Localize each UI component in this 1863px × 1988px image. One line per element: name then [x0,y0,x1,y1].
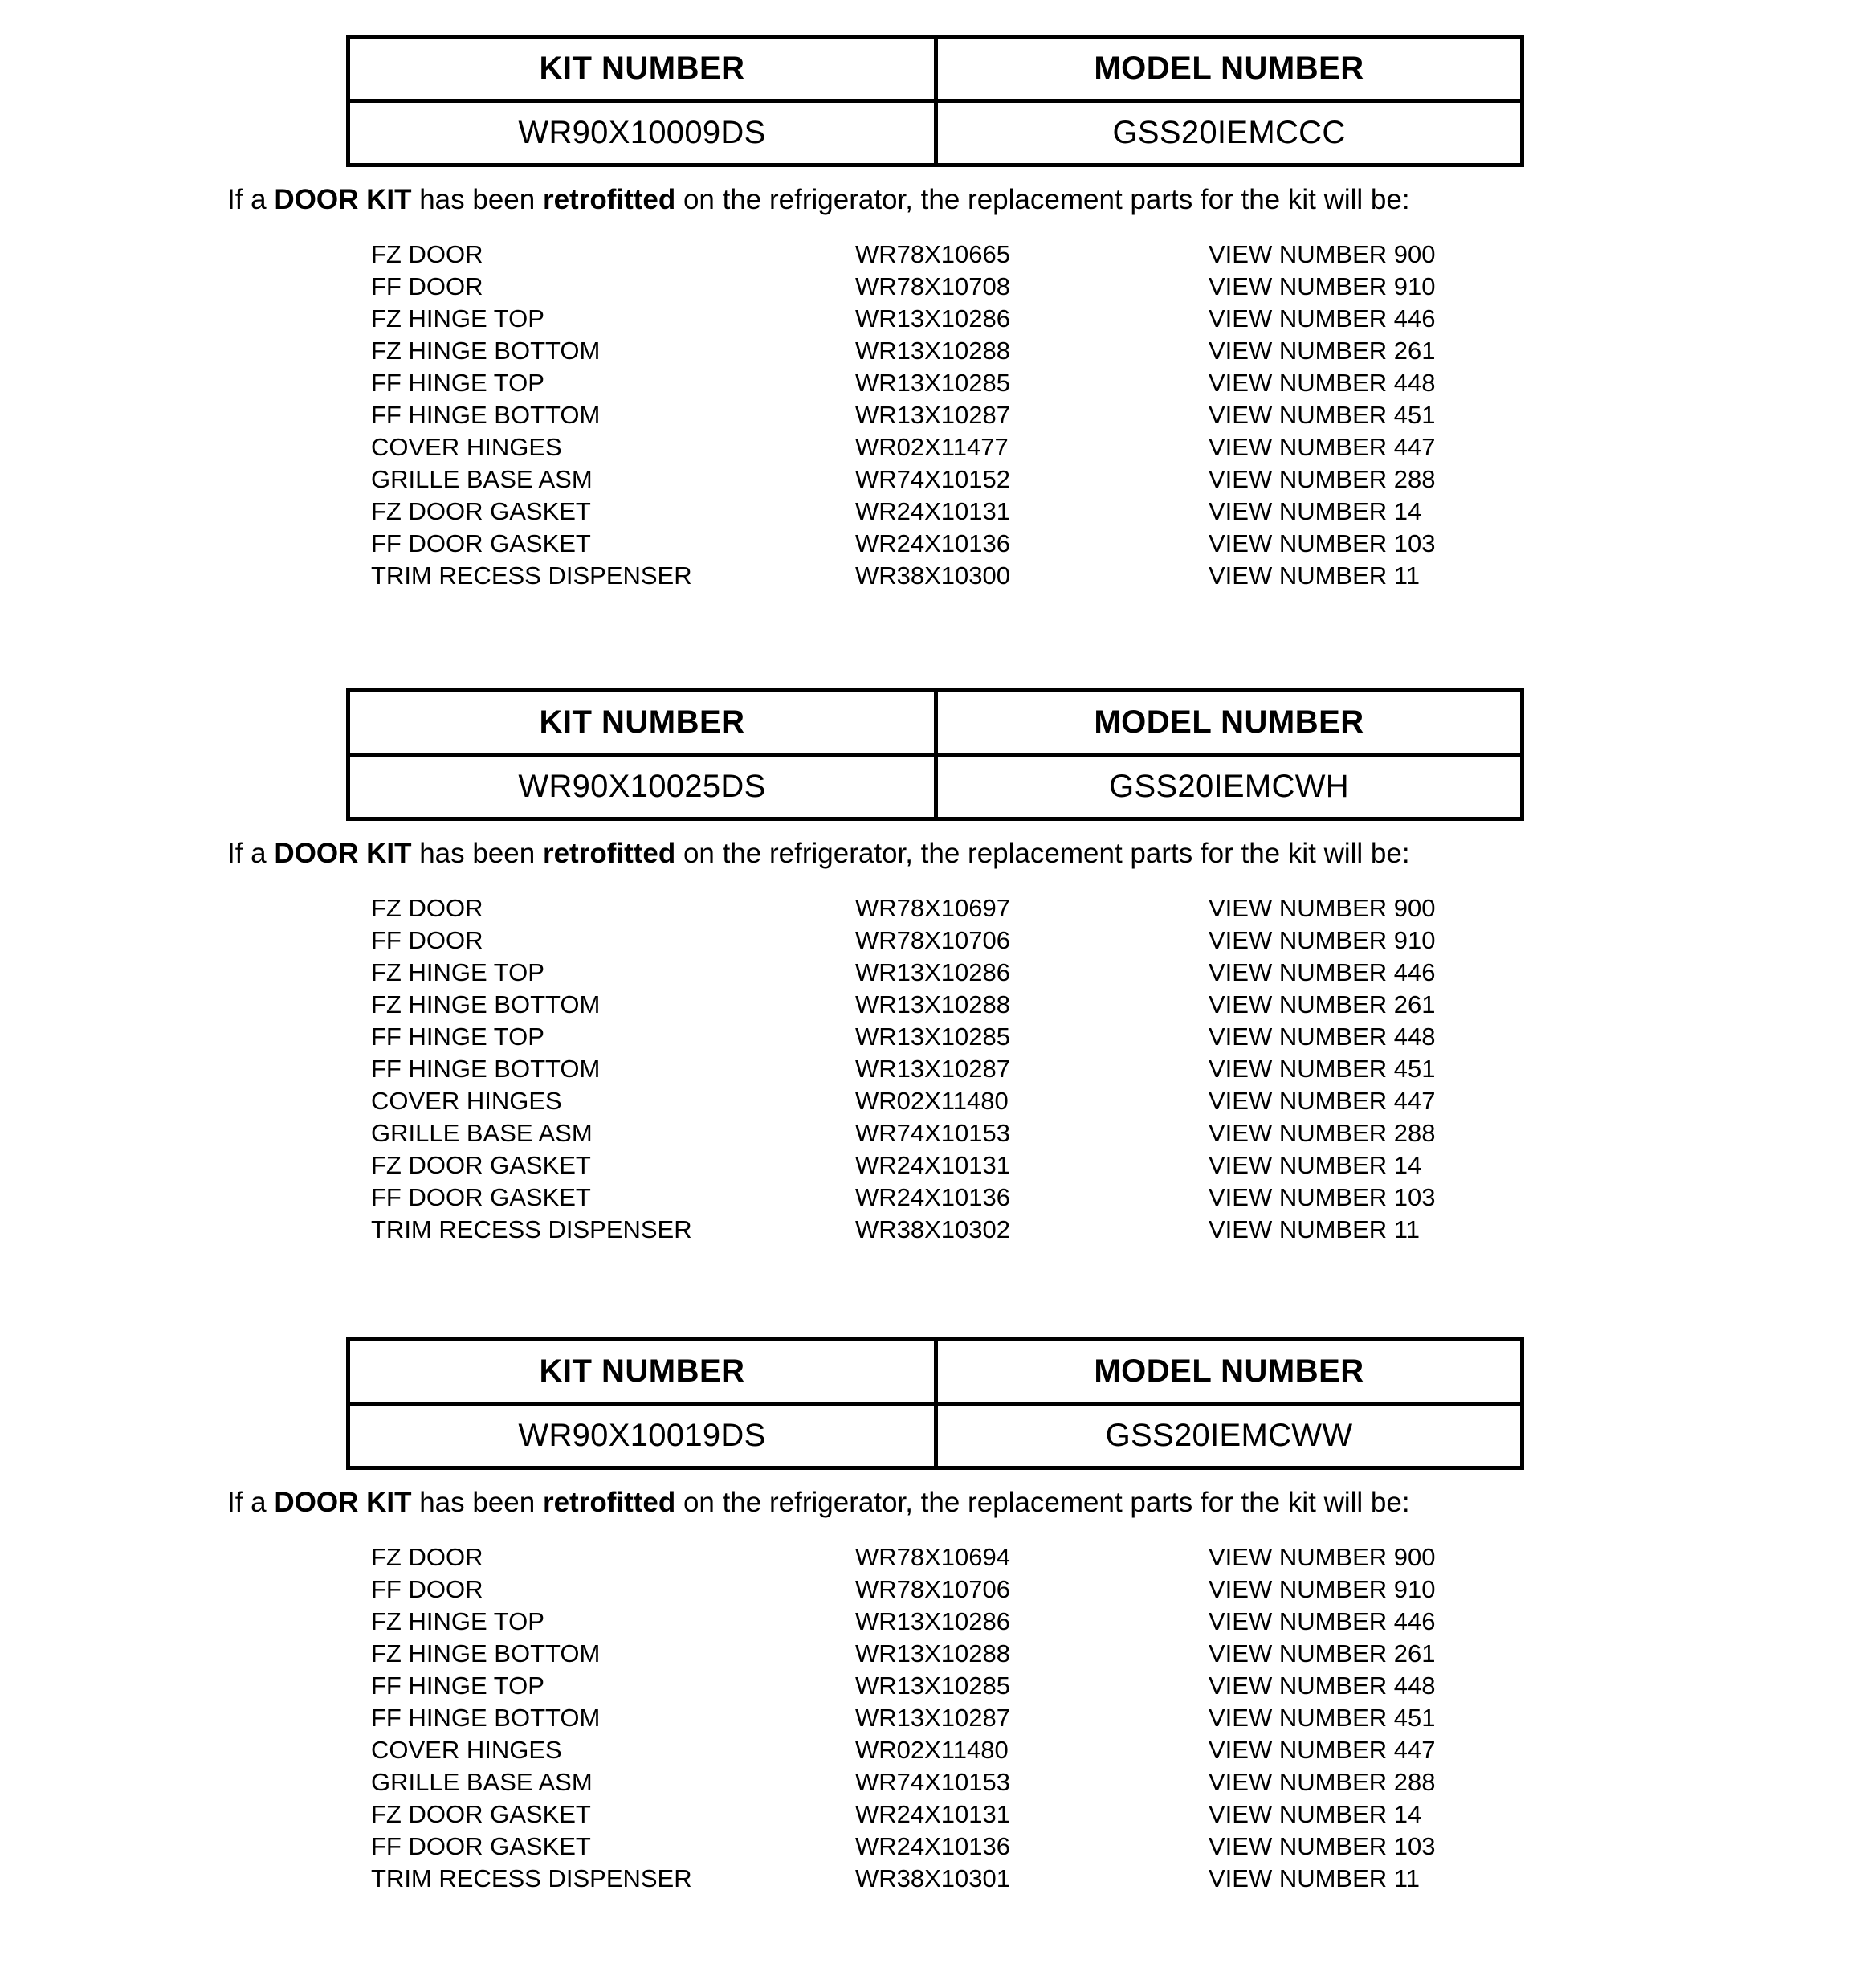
part-number: WR78X10708 [855,271,1011,300]
kit-number-value: WR90X10009DS [349,101,936,165]
part-description: FF HINGE BOTTOM [371,1703,601,1732]
part-view-number: VIEW NUMBER 900 [1209,1542,1436,1571]
part-view-number: VIEW NUMBER 446 [1209,957,1436,986]
parts-list [371,892,1863,1246]
table-row [349,755,1523,819]
parts-list-row [371,239,1863,271]
kit-model-table [346,1337,1524,1470]
part-number: WR78X10665 [855,239,1011,268]
part-description: FZ DOOR [371,1542,483,1571]
part-number: WR24X10131 [855,1150,1011,1179]
part-view-number: VIEW NUMBER 900 [1209,893,1436,922]
part-description: FZ DOOR GASKET [371,1150,591,1179]
retrofit-text-part1: If a [227,184,275,215]
part-number: WR74X10153 [855,1767,1011,1796]
retrofit-text-part2: has been [411,184,543,215]
retrofit-emphasis-door-kit: DOOR KIT [274,184,412,215]
model-number-header: MODEL NUMBER [936,691,1523,755]
part-number: WR38X10300 [855,561,1011,590]
part-view-number: VIEW NUMBER 11 [1209,561,1420,590]
part-description: GRILLE BASE ASM [371,1767,593,1796]
parts-list-row [371,1021,1863,1053]
part-description: GRILLE BASE ASM [371,464,593,493]
parts-list [371,1541,1863,1895]
parts-list-row [371,925,1863,957]
parts-list-row [371,399,1863,431]
part-number: WR02X11477 [855,432,1009,461]
part-description: FZ DOOR [371,239,483,268]
parts-list-row [371,1149,1863,1182]
part-number: WR24X10131 [855,1799,1011,1828]
parts-list-row [371,1638,1863,1670]
part-description: FF DOOR [371,1574,483,1603]
kit-number-header: KIT NUMBER [349,1340,936,1404]
part-number: WR13X10286 [855,1606,1011,1635]
parts-list-row [371,892,1863,925]
parts-list-row [371,1085,1863,1117]
parts-list-row [371,303,1863,335]
retrofit-text-part3: on the refrigerator, the replacement parts for the kit will be: [675,1487,1410,1518]
part-description: FF HINGE TOP [371,1022,544,1051]
retrofit-text-part1: If a [227,838,275,869]
part-view-number: VIEW NUMBER 288 [1209,464,1436,493]
part-number: WR13X10287 [855,1054,1011,1083]
part-view-number: VIEW NUMBER 446 [1209,1606,1436,1635]
kit-number-value: WR90X10025DS [349,755,936,819]
part-view-number: VIEW NUMBER 103 [1209,1182,1436,1211]
part-view-number: VIEW NUMBER 11 [1209,1863,1420,1892]
part-number: WR24X10136 [855,529,1011,557]
part-view-number: VIEW NUMBER 910 [1209,271,1436,300]
part-view-number: VIEW NUMBER 103 [1209,529,1436,557]
part-number: WR13X10288 [855,990,1011,1018]
part-description: COVER HINGES [371,432,562,461]
retrofit-note [227,1488,1863,1519]
parts-list-row [371,528,1863,560]
part-description: FZ HINGE BOTTOM [371,1639,601,1668]
retrofit-text-part2: has been [411,1487,543,1518]
kit-model-table [346,688,1524,821]
model-number-value: GSS20IEMCCC [936,101,1523,165]
parts-list-row [371,1182,1863,1214]
part-description: FZ HINGE BOTTOM [371,336,601,365]
parts-list-row [371,1214,1863,1246]
parts-list-row [371,1606,1863,1638]
kit-number-header: KIT NUMBER [349,37,936,101]
part-view-number: VIEW NUMBER 448 [1209,1671,1436,1700]
part-description: FZ DOOR GASKET [371,496,591,525]
part-description: FZ HINGE TOP [371,1606,544,1635]
part-description: FF DOOR [371,925,483,954]
retrofit-emphasis-retrofitted: retrofitted [542,1487,676,1518]
part-description: TRIM RECESS DISPENSER [371,561,692,590]
retrofit-text-part1: If a [227,1487,275,1518]
kit-section [0,35,1863,592]
part-view-number: VIEW NUMBER 448 [1209,368,1436,397]
part-number: WR13X10288 [855,336,1011,365]
part-description: COVER HINGES [371,1735,562,1764]
part-number: WR78X10697 [855,893,1011,922]
retrofit-emphasis-door-kit: DOOR KIT [274,838,412,869]
part-description: FF DOOR [371,271,483,300]
parts-list-row [371,496,1863,528]
parts-list-row [371,1863,1863,1895]
parts-list-row [371,1053,1863,1085]
parts-list-row [371,1117,1863,1149]
parts-list-row [371,1541,1863,1574]
part-description: FF HINGE TOP [371,1671,544,1700]
part-number: WR24X10131 [855,496,1011,525]
part-view-number: VIEW NUMBER 288 [1209,1118,1436,1147]
retrofit-text-part2: has been [411,838,543,869]
part-view-number: VIEW NUMBER 288 [1209,1767,1436,1796]
parts-list-row [371,367,1863,399]
retrofit-emphasis-retrofitted: retrofitted [542,184,676,215]
table-header-row [349,691,1523,755]
part-view-number: VIEW NUMBER 14 [1209,1150,1422,1179]
parts-list-row [371,560,1863,592]
parts-list-row [371,1574,1863,1606]
part-number: WR13X10286 [855,957,1011,986]
kit-number-header: KIT NUMBER [349,691,936,755]
parts-list-row [371,1766,1863,1798]
part-view-number: VIEW NUMBER 900 [1209,239,1436,268]
part-view-number: VIEW NUMBER 261 [1209,990,1436,1018]
part-description: TRIM RECESS DISPENSER [371,1214,692,1243]
part-number: WR38X10301 [855,1863,1011,1892]
part-number: WR13X10287 [855,400,1011,429]
model-number-value: GSS20IEMCWH [936,755,1523,819]
part-view-number: VIEW NUMBER 910 [1209,925,1436,954]
table-header-row [349,37,1523,101]
part-description: FZ DOOR GASKET [371,1799,591,1828]
part-number: WR74X10152 [855,464,1011,493]
parts-list-row [371,271,1863,303]
part-description: FF HINGE BOTTOM [371,400,601,429]
retrofit-emphasis-retrofitted: retrofitted [542,838,676,869]
part-description: GRILLE BASE ASM [371,1118,593,1147]
part-view-number: VIEW NUMBER 261 [1209,336,1436,365]
part-description: FF DOOR GASKET [371,1182,591,1211]
retrofit-text-part3: on the refrigerator, the replacement parts for the kit will be: [675,838,1410,869]
kit-section [0,688,1863,1246]
parts-list-row [371,463,1863,496]
part-description: FZ HINGE TOP [371,957,544,986]
parts-list [371,239,1863,592]
model-number-header: MODEL NUMBER [936,1340,1523,1404]
retrofit-text-part3: on the refrigerator, the replacement parts for the kit will be: [675,184,1410,215]
part-view-number: VIEW NUMBER 451 [1209,400,1436,429]
part-number: WR13X10285 [855,368,1011,397]
part-description: FZ HINGE TOP [371,304,544,333]
part-view-number: VIEW NUMBER 448 [1209,1022,1436,1051]
part-number: WR13X10285 [855,1022,1011,1051]
parts-list-row [371,957,1863,989]
parts-list-row [371,1670,1863,1702]
retrofit-emphasis-door-kit: DOOR KIT [274,1487,412,1518]
table-row [349,101,1523,165]
part-description: FF DOOR GASKET [371,529,591,557]
retrofit-note [227,839,1863,870]
parts-list-row [371,1831,1863,1863]
part-description: FF HINGE TOP [371,368,544,397]
part-number: WR13X10288 [855,1639,1011,1668]
part-number: WR78X10706 [855,925,1011,954]
part-number: WR24X10136 [855,1831,1011,1860]
parts-list-row [371,1702,1863,1734]
table-header-row [349,1340,1523,1404]
part-description: TRIM RECESS DISPENSER [371,1863,692,1892]
parts-list-row [371,989,1863,1021]
parts-list-row [371,1734,1863,1766]
model-number-header: MODEL NUMBER [936,37,1523,101]
part-view-number: VIEW NUMBER 447 [1209,1086,1436,1115]
kit-number-value: WR90X10019DS [349,1404,936,1468]
part-number: WR78X10706 [855,1574,1011,1603]
part-number: WR74X10153 [855,1118,1011,1147]
part-number: WR02X11480 [855,1086,1009,1115]
parts-list-row [371,335,1863,367]
model-number-value: GSS20IEMCWW [936,1404,1523,1468]
part-description: FF HINGE BOTTOM [371,1054,601,1083]
part-description: FZ DOOR [371,893,483,922]
part-view-number: VIEW NUMBER 14 [1209,1799,1422,1828]
part-view-number: VIEW NUMBER 447 [1209,432,1436,461]
retrofit-note [227,185,1863,216]
part-description: COVER HINGES [371,1086,562,1115]
part-view-number: VIEW NUMBER 261 [1209,1639,1436,1668]
part-view-number: VIEW NUMBER 447 [1209,1735,1436,1764]
part-description: FZ HINGE BOTTOM [371,990,601,1018]
part-view-number: VIEW NUMBER 103 [1209,1831,1436,1860]
part-number: WR38X10302 [855,1214,1011,1243]
part-number: WR24X10136 [855,1182,1011,1211]
kit-model-table [346,35,1524,167]
part-view-number: VIEW NUMBER 11 [1209,1214,1420,1243]
parts-list-row [371,1798,1863,1831]
table-row [349,1404,1523,1468]
part-view-number: VIEW NUMBER 14 [1209,496,1422,525]
part-view-number: VIEW NUMBER 446 [1209,304,1436,333]
part-number: WR13X10287 [855,1703,1011,1732]
kit-section [0,1337,1863,1895]
part-number: WR13X10285 [855,1671,1011,1700]
part-view-number: VIEW NUMBER 451 [1209,1703,1436,1732]
part-number: WR78X10694 [855,1542,1011,1571]
part-number: WR13X10286 [855,304,1011,333]
parts-list-row [371,431,1863,463]
part-view-number: VIEW NUMBER 910 [1209,1574,1436,1603]
part-number: WR02X11480 [855,1735,1009,1764]
part-view-number: VIEW NUMBER 451 [1209,1054,1436,1083]
part-description: FF DOOR GASKET [371,1831,591,1860]
